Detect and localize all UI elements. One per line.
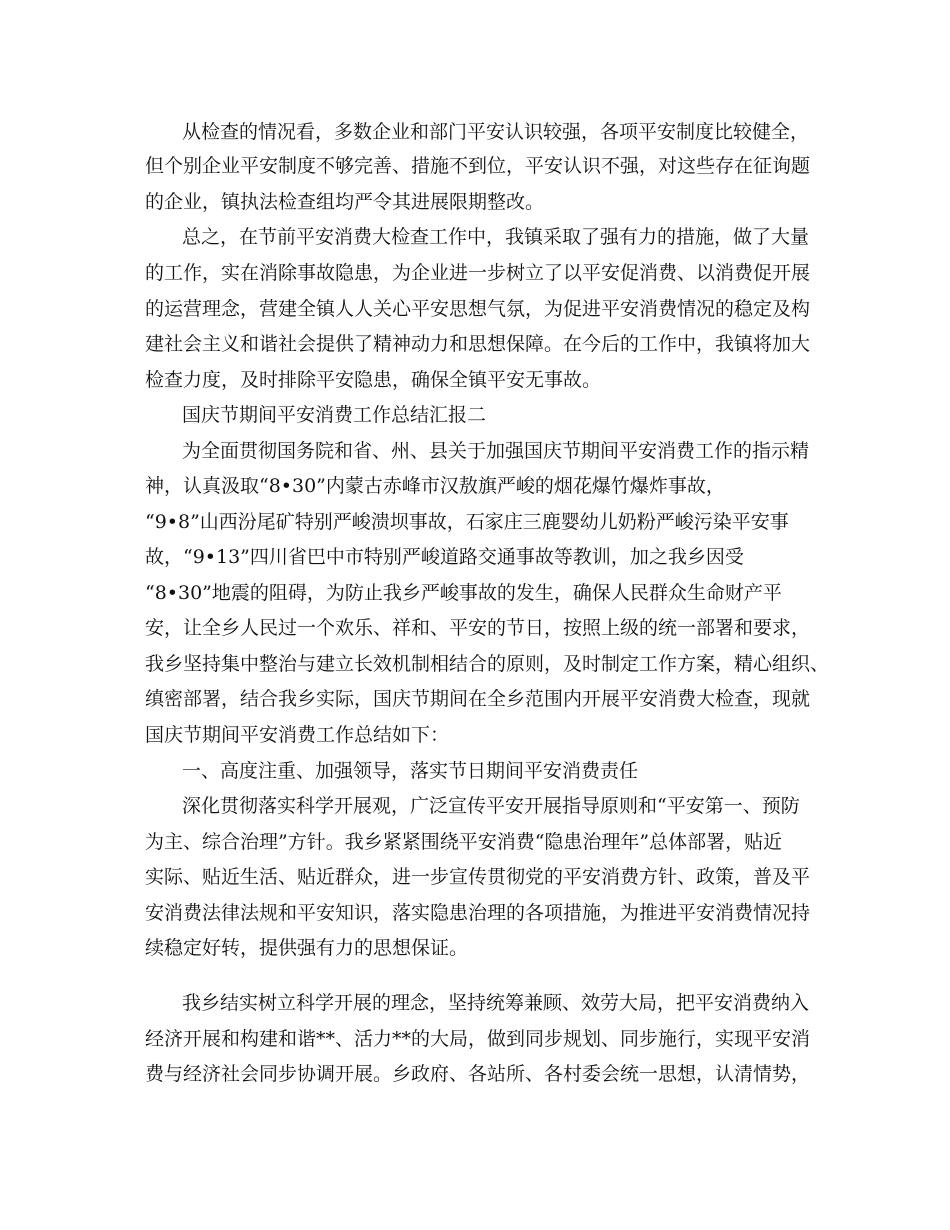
text-line: 建社会主义和谐社会提供了精神动力和思想保障。在今后的工作中，我镇将加大 xyxy=(145,333,811,355)
text-line: 安消费法律法规和平安知识，落实隐患治理的各项措施，为推进平安消费情况持 xyxy=(145,902,811,924)
text-line: 经济开展和构建和谐**、活力**的大局，做到同步规划、同步施行，实现平安消 xyxy=(145,1028,811,1050)
text-line: 的企业，镇执法检查组均严令其进展限期整改。 xyxy=(145,191,545,213)
text-line: 我乡坚持集中整治与建立长效机制相结合的原则，及时制定工作方案，精心组织、 xyxy=(145,653,830,675)
text-line: 为全面贯彻国务院和省、州、县关于加强国庆节期间平安消费工作的指示精 xyxy=(182,440,810,462)
text-line: 费与经济社会同步协调开展。乡政府、各站所、各村委会统一思想，认清情势， xyxy=(145,1063,811,1085)
text-line: 实际、贴近生活、贴近群众，进一步宣传贯彻党的平安消费方针、政策，普及平 xyxy=(145,866,811,888)
text-line: “9•8”山西汾尾矿特别严峻溃坝事故，石家庄三鹿婴幼儿奶粉严峻污染平安事 xyxy=(145,511,789,533)
text-line: “8•30”地震的阻碍，为防止我乡严峻事故的发生，确保人民群众生命财产平 xyxy=(145,582,782,604)
text-line: 安，让全乡人民过一个欢乐、祥和、平安的节日，按照上级的统一部署和要求， xyxy=(145,617,811,639)
section-heading: 一、高度注重、加强领导，落实节日期间平安消费责任 xyxy=(182,760,639,782)
text-line: 的运营理念，营建全镇人人关心平安思想气氛，为促进平安消费情况的稳定及构 xyxy=(145,298,811,320)
text-line: 从检查的情况看，多数企业和部门平安认识较强，各项平安制度比较健全， xyxy=(182,121,810,143)
text-line: 的工作，实在消除事故隐患，为企业进一步树立了以平安促消费、以消费促开展 xyxy=(145,262,811,284)
text-line: 检查力度，及时排除平安隐患，确保全镇平安无事故。 xyxy=(145,369,602,391)
text-line: 为主、综合治理”方针。我乡紧紧围绕平安消费“隐患治理年”总体部署，贴近 xyxy=(145,831,783,853)
text-line: 但个别企业平安制度不够完善、措施不到位，平安认识不强，对这些存在征询题 xyxy=(145,155,811,177)
text-line: 续稳定好转，提供强有力的思想保证。 xyxy=(145,937,469,959)
text-line: 缜密部署，结合我乡实际，国庆节期间在全乡范围内开展平安消费大检查，现就 xyxy=(145,688,811,710)
text-line: 故，“9•13”四川省巴中市特别严峻道路交通事故等教训，加之我乡因受 xyxy=(145,546,744,568)
text-line: 总之，在节前平安消费大检查工作中，我镇采取了强有力的措施，做了大量 xyxy=(182,226,810,248)
text-line: 我乡结实树立科学开展的理念，坚持统筹兼顾、效劳大局，把平安消费纳入 xyxy=(182,992,810,1014)
text-line: 神，认真汲取“8•30”内蒙古赤峰市汉敖旗严峻的烟花爆竹爆炸事故， xyxy=(145,475,725,497)
text-line: 深化贯彻落实科学开展观，广泛宣传平安开展指导原则和“平安第一、预防 xyxy=(182,795,800,817)
text-line: 国庆节期间平安消费工作总结如下： xyxy=(145,724,450,746)
section-heading: 国庆节期间平安消费工作总结汇报二 xyxy=(182,404,487,426)
